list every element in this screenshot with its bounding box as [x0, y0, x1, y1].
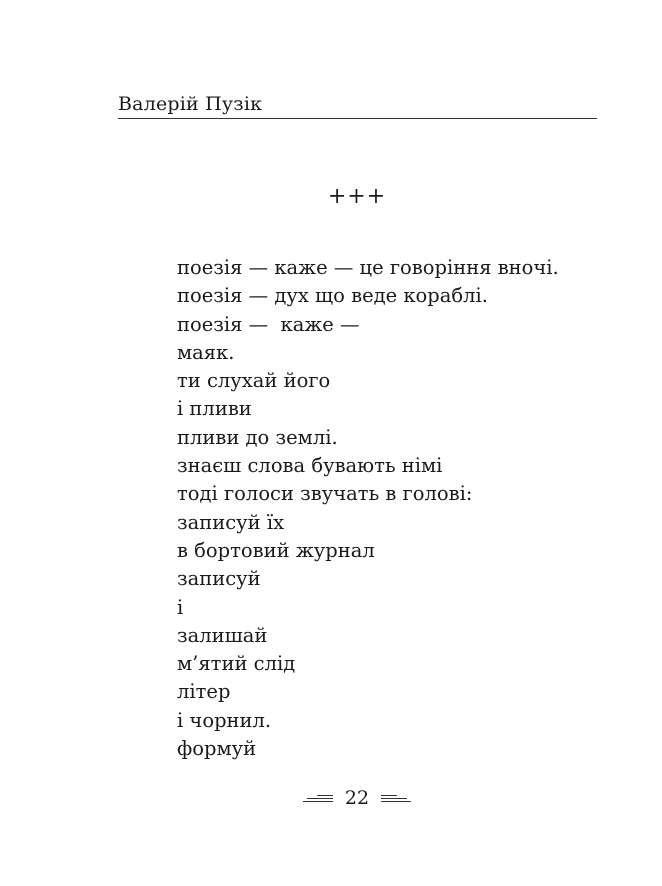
poem-line: пливи до землі.	[177, 425, 338, 449]
poem-line: формуй	[177, 737, 257, 761]
poem-line: поезія — дух що веде кораблі.	[177, 284, 488, 308]
poem-line: знаєш слова бувають німі	[177, 454, 443, 478]
page-footer	[0, 786, 662, 810]
poem-line: поезія — каже — це говоріння вночі.	[177, 256, 559, 279]
poem-line: тоді голоси звучать в голові:	[177, 482, 473, 506]
footer-ornament-right-icon	[381, 794, 411, 803]
poem-line: літер	[177, 680, 231, 704]
poem-line: маяк.	[177, 340, 235, 364]
poem-line: і пливи	[177, 397, 252, 421]
poem-line: записуй	[177, 567, 261, 591]
poem-line: поезія — каже —	[177, 312, 360, 336]
poem-line: і	[177, 595, 184, 619]
footer-ornament-left-icon	[303, 794, 333, 803]
running-head-author: Валерій Пузік	[118, 93, 263, 115]
poem-line: залишай	[177, 623, 268, 647]
section-mark: +++	[327, 184, 387, 209]
poem-line: і чорнил.	[177, 708, 272, 732]
poem-line: записуй їх	[177, 510, 285, 534]
header-rule	[118, 118, 597, 119]
poem-line: в бортовий журнал	[177, 538, 375, 562]
poem-line: м’ятий слід	[177, 652, 296, 676]
poem	[177, 254, 559, 763]
poem-line: ти слухай його	[177, 369, 331, 393]
page-number: 22	[344, 787, 370, 809]
